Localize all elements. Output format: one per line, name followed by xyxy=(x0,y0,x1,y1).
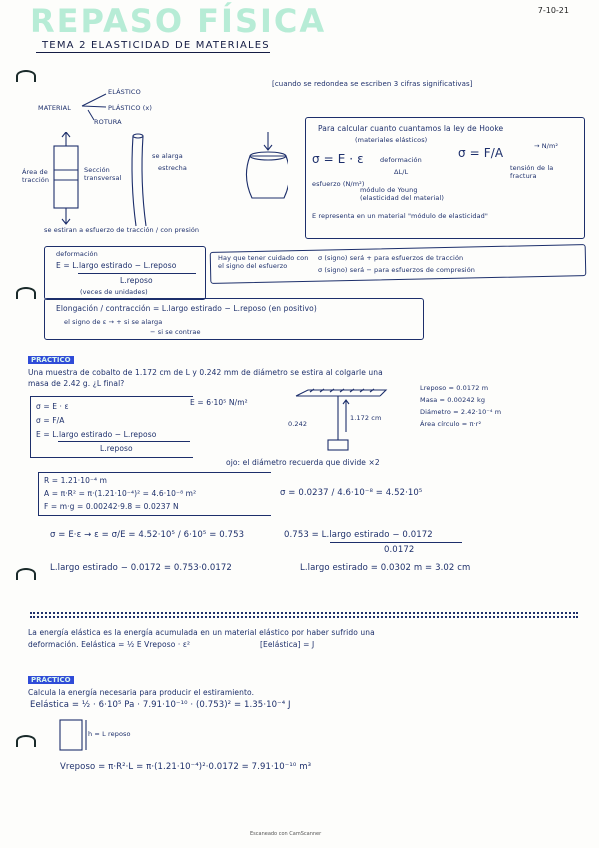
cylinder-label: h = L reposo xyxy=(88,730,131,738)
young-value: E = 6·10⁵ N/m² xyxy=(190,398,248,407)
deformation-denominator: L.reposo xyxy=(120,276,153,285)
calc-radius: R = 1.21·10⁻⁴ m xyxy=(44,476,108,485)
material-tree-lines xyxy=(72,90,112,122)
fracture-tension-label: tensión de la fractura xyxy=(510,164,554,180)
epsilon-result-denominator: 0.0172 xyxy=(384,545,415,555)
binder-ring xyxy=(16,287,36,299)
hooke-ratio: ΔL/L xyxy=(394,168,409,176)
diagram-length: 1.172 cm xyxy=(350,414,382,422)
final-step-2: L.largo estirado = 0.0302 m = 3.02 cm xyxy=(300,563,471,573)
elongation-line: Elongación / contracción = L.largo estirado − L.reposo (en positivo) xyxy=(56,304,317,313)
data-diameter: Diámetro = 2.42·10⁻⁴ m xyxy=(420,408,502,416)
practice-problem-2: masa de 2.42 g. ¿L final? xyxy=(28,379,125,388)
young-modulus-label: módulo de Young (elasticidad del material) xyxy=(360,186,445,202)
practice2-problem: Calcula la energía necesaria para producir el estiramiento. xyxy=(28,688,255,697)
radius-note: ojo: el diámetro recuerda que divide ×2 xyxy=(226,458,380,467)
sign-intro: Hay que tener cuidado con el signo del esfuerzo xyxy=(218,254,309,270)
epsilon-result: 0.753 = L.largo estirado − 0.0172 xyxy=(284,530,433,540)
hooke-subtitle: (materiales elásticos) xyxy=(355,136,428,144)
calc-force: F = m·g = 0.00242·9.8 = 0.0237 N xyxy=(44,502,179,511)
data-area: Área círculo = π·r² xyxy=(420,420,482,428)
stress-label: esfuerzo (N/m²) xyxy=(312,180,365,188)
sigma-formula: σ = F/A xyxy=(458,146,504,160)
section-heading: TEMA 2 ELASTICIDAD DE MATERIALES xyxy=(36,40,270,53)
volume-calc: Vreposo = π·R²·L = π·(1.21·10⁻⁴)²·0.0172 = 7.91·10⁻¹⁰ m³ xyxy=(60,762,312,772)
fraction-bar xyxy=(58,441,190,442)
practice-problem: Una muestra de cobalto de 1.172 cm de L y 0.242 mm de diámetro se estira al colgarle una xyxy=(28,368,383,377)
formula-1: σ = E · ε xyxy=(36,402,69,411)
energy-definition: La energía elástica es la energía acumulada en un material elástico por haber sufrido una xyxy=(28,628,375,637)
hooke-intro: Para calcular cuanto cuantamos la ley de Hooke xyxy=(318,124,504,133)
data-lreposo: Lreposo = 0.0172 m xyxy=(420,384,489,392)
formula-2: σ = F/A xyxy=(36,416,65,425)
deformation-note: (veces de unidades) xyxy=(80,288,148,296)
hooke-formula: σ = E · ε xyxy=(312,152,364,166)
material-type-plastic: PLÁSTICO (x) xyxy=(108,104,152,112)
binder-ring xyxy=(16,735,36,747)
sigma-calc: σ = 0.0237 / 4.6·10⁻⁸ = 4.52·10⁵ xyxy=(280,488,423,498)
e-definition: E representa en un material "módulo de elasticidad" xyxy=(312,212,488,220)
final-step-1: L.largo estirado − 0.0172 = 0.753·0.0172 xyxy=(50,563,232,573)
tension-diagrams xyxy=(28,132,288,232)
epsilon-calc: σ = E·ε → ε = σ/E = 4.52·10⁵ / 6·10⁵ = 0.753 xyxy=(50,530,245,540)
fraction-bar xyxy=(78,273,196,274)
scanner-footer: Escaneado con CamScanner xyxy=(250,831,322,837)
data-mass: Masa = 0.00242 kg xyxy=(420,396,486,404)
figure-caption: se estiran a esfuerzo de tracción / con presión xyxy=(44,226,200,234)
figure-area-label: Área de tracción xyxy=(22,168,50,184)
energy-units: [Eelástica] = J xyxy=(260,640,315,649)
fraction-bar xyxy=(330,542,462,543)
formula-3-denominator: L.reposo xyxy=(100,444,133,453)
figure-narrow-label: estrecha xyxy=(158,164,187,172)
practice2-calc: Eelástica = ½ · 6·10⁵ Pa · 7.91·10⁻¹⁰ · (0.753)² = 1.35·10⁻⁴ J xyxy=(30,700,291,710)
section-divider xyxy=(30,612,578,614)
elongation-sign-minus: − si se contrae xyxy=(150,328,201,336)
sign-negative: σ (signo) será − para esfuerzos de compresión xyxy=(318,266,476,274)
figure-stretch-label: se alarga xyxy=(152,152,183,160)
deformation-heading: deformación xyxy=(56,250,98,258)
deformation-formula: E = L.largo estirado − L.reposo xyxy=(56,261,177,270)
figure-section-label: Sección transversal xyxy=(84,166,122,182)
energy-formula: deformación. Eelástica = ½ E Vreposo · ε² xyxy=(28,640,191,649)
formula-3: E = L.largo estirado − L.reposo xyxy=(36,430,157,439)
practice-label: PRÁCTICO xyxy=(28,356,74,364)
hooke-deformation: deformación xyxy=(380,156,422,164)
section-divider xyxy=(30,616,578,618)
practice-label: PRÁCTICO xyxy=(28,676,74,684)
binder-ring xyxy=(16,70,36,82)
elongation-sign-plus: el signo de ε → + si se alarga xyxy=(64,318,163,326)
sign-positive: σ (signo) será + para esfuerzos de tracción xyxy=(318,254,464,262)
material-type-rupture: ROTURA xyxy=(94,118,122,126)
diagram-diameter: 0.242 xyxy=(288,420,308,428)
binder-ring xyxy=(16,568,36,580)
page-title: REPASO FÍSICA xyxy=(30,2,327,40)
page-date: 7-10-21 xyxy=(537,6,569,15)
calc-area: A = π·R² = π·(1.21·10⁻⁴)² = 4.6·10⁻⁸ m² xyxy=(44,489,197,498)
sig-figures-note: [cuando se redondea se escriben 3 cifras significativas] xyxy=(272,80,473,88)
material-root: MATERIAL xyxy=(38,104,71,112)
material-type-elastic: ELÁSTICO xyxy=(108,88,141,96)
sigma-unit: → N/m² xyxy=(534,142,559,150)
